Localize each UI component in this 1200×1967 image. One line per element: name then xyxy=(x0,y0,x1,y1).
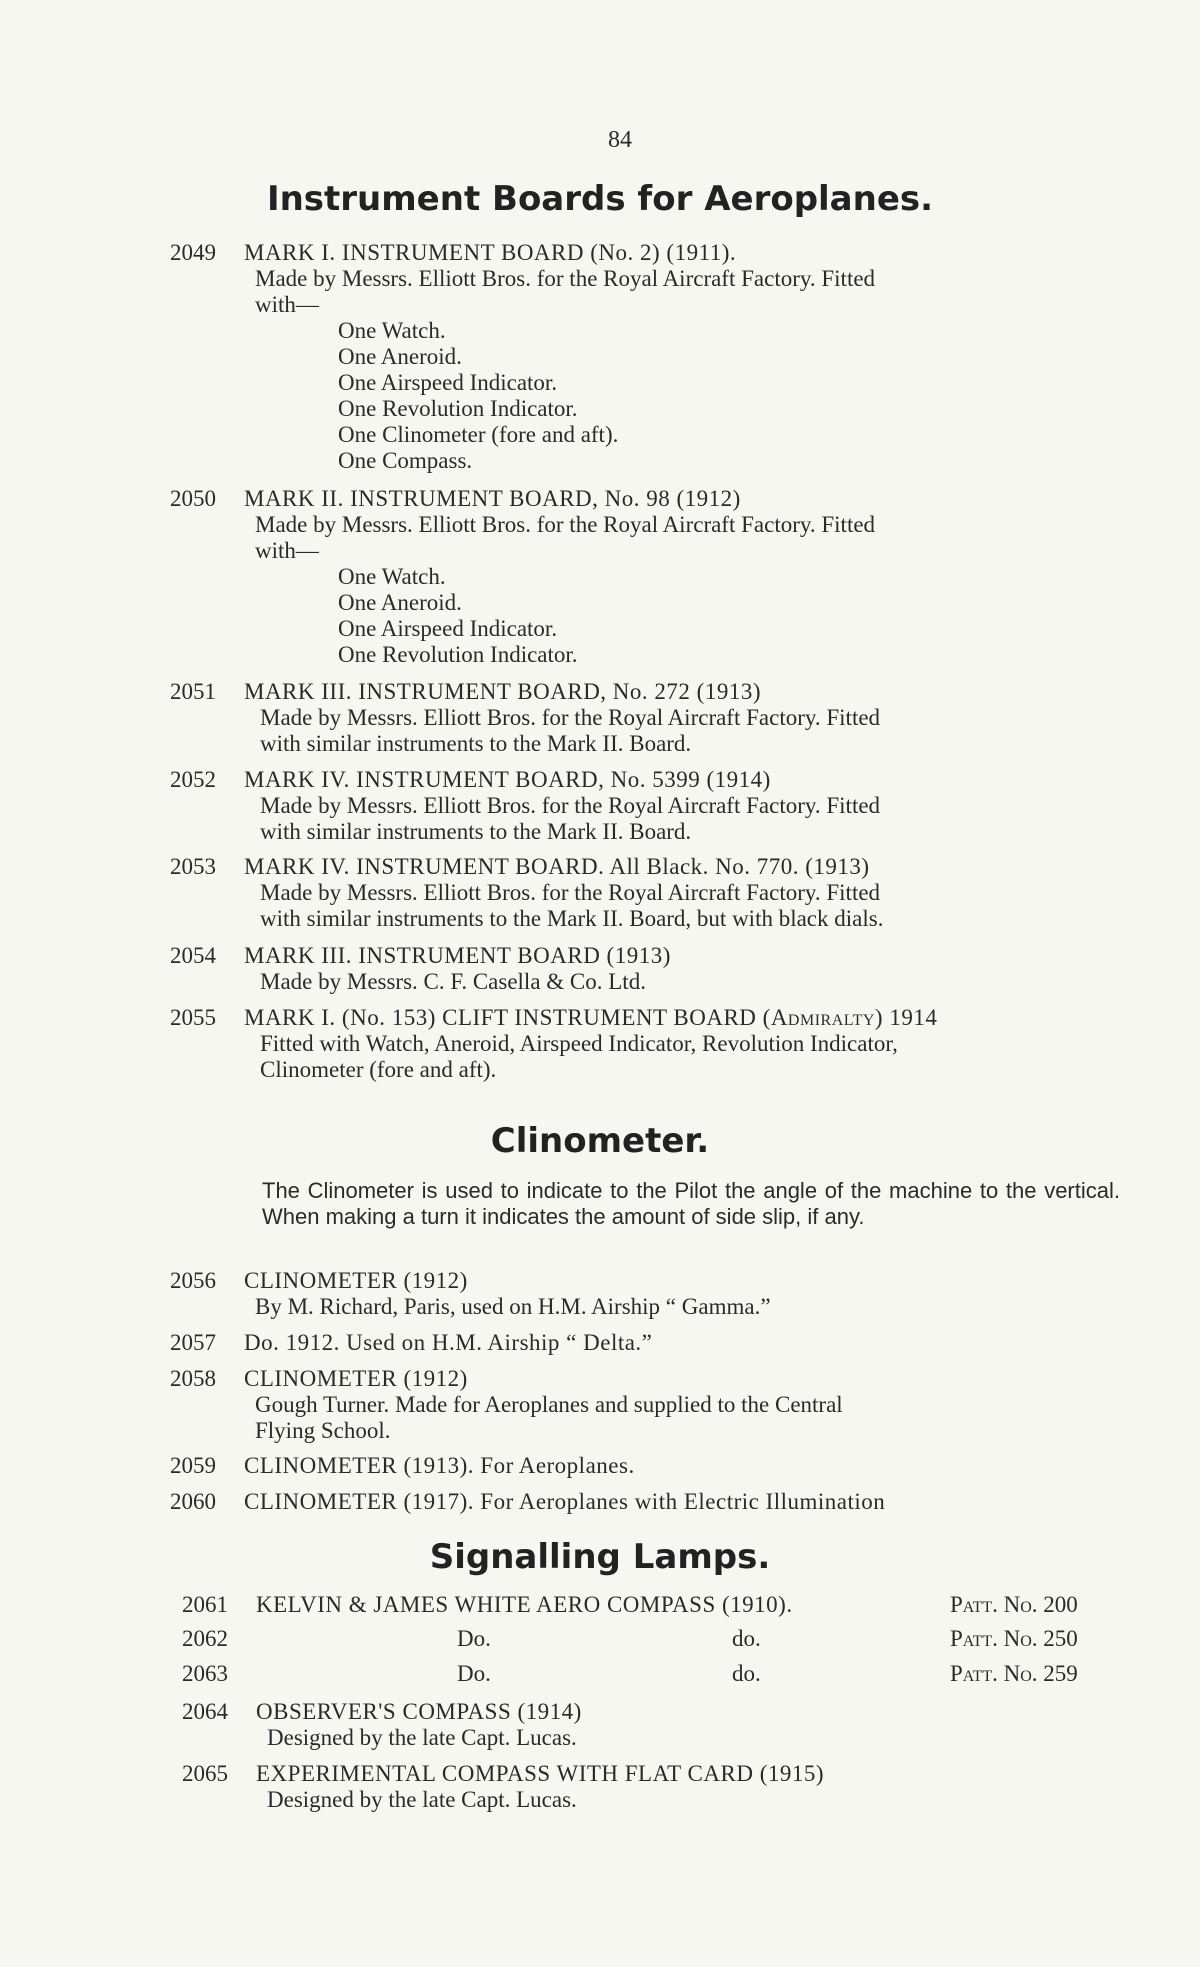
list-item: One Airspeed Indicator. xyxy=(338,616,558,641)
entry-2057 xyxy=(170,1330,1120,1356)
entry-number: 2056 xyxy=(170,1268,216,1293)
entry-description: Clinometer (fore and aft). xyxy=(260,1057,497,1082)
entry-number: 2064 xyxy=(182,1699,228,1724)
entry-2056 xyxy=(170,1268,1120,1320)
ditto-label: do. xyxy=(732,1661,761,1686)
list-item: One Revolution Indicator. xyxy=(338,396,578,421)
entry-number: 2059 xyxy=(170,1453,216,1478)
entry-heading: CLINOMETER (1912) xyxy=(244,1366,468,1391)
entry-number: 2063 xyxy=(182,1661,228,1686)
entry-description: Designed by the late Capt. Lucas. xyxy=(267,1787,577,1812)
entry-number: 2062 xyxy=(182,1626,228,1651)
list-item: One Compass. xyxy=(338,448,473,473)
entry-heading: MARK I. INSTRUMENT BOARD (No. 2) (1911). xyxy=(244,240,737,265)
item-list xyxy=(338,564,1120,668)
ditto-label: Do. xyxy=(457,1626,491,1651)
page-number: 84 xyxy=(608,127,632,153)
entry-2054 xyxy=(170,943,1120,995)
item-list xyxy=(338,318,1120,474)
entry-2053 xyxy=(170,854,1120,932)
list-item: One Airspeed Indicator. xyxy=(338,370,558,395)
entry-number: 2053 xyxy=(170,854,216,879)
entry-heading: CLINOMETER (1917). For Aeroplanes with Electric Illumination xyxy=(244,1489,886,1514)
entry-2065 xyxy=(182,1761,1132,1813)
entry-number: 2057 xyxy=(170,1330,216,1355)
entry-description: By M. Richard, Paris, used on H.M. Airship “ Gamma.” xyxy=(255,1294,771,1319)
entry-description: with— xyxy=(255,292,319,317)
pattern-number: Patt. No. 250 xyxy=(950,1626,1078,1651)
entry-heading-smallcaps: Admiralty xyxy=(770,1005,875,1030)
entry-heading: MARK II. INSTRUMENT BOARD, No. 98 (1912) xyxy=(244,486,741,511)
entry-number: 2049 xyxy=(170,240,216,265)
section-title-instrument-boards: Instrument Boards for Aeroplanes. xyxy=(266,179,934,219)
entry-2052 xyxy=(170,767,1120,845)
entry-number: 2052 xyxy=(170,767,216,792)
clinometer-intro: The Clinometer is used to indicate to the Pilot the angle of the machine to the vertical. When making a turn it indicates the amount of side slip, if any. xyxy=(262,1178,1120,1229)
entry-heading: MARK III. INSTRUMENT BOARD, No. 272 (1913) xyxy=(244,679,761,704)
pattern-number: Patt. No. 259 xyxy=(950,1661,1078,1686)
entry-2050 xyxy=(170,486,1120,668)
entry-heading-part: ) 1914 xyxy=(874,1005,938,1030)
entry-2049 xyxy=(170,240,1120,474)
list-item: One Aneroid. xyxy=(338,344,462,369)
entry-heading-part: MARK I. (No. 153) CLIFT INSTRUMENT BOARD ( xyxy=(244,1005,771,1030)
entry-description: Made by Messrs. Elliott Bros. for the Royal Aircraft Factory. Fitted xyxy=(255,512,876,537)
entry-description: Made by Messrs. Elliott Bros. for the Royal Aircraft Factory. Fitted xyxy=(255,266,876,291)
entry-heading: OBSERVER'S COMPASS (1914) xyxy=(256,1699,582,1724)
list-item: One Watch. xyxy=(338,564,446,589)
entry-description: Fitted with Watch, Aneroid, Airspeed Indicator, Revolution Indicator, xyxy=(260,1031,898,1056)
entry-number: 2061 xyxy=(182,1592,228,1617)
entry-description: with similar instruments to the Mark II. Board. xyxy=(260,731,692,756)
entry-description: with similar instruments to the Mark II. Board. xyxy=(260,819,692,844)
entry-heading: MARK IV. INSTRUMENT BOARD. All Black. No. 770. (1913) xyxy=(244,854,870,879)
entry-description: Gough Turner. Made for Aeroplanes and supplied to the Central xyxy=(255,1392,843,1417)
entry-2060 xyxy=(170,1489,1120,1515)
entry-number: 2065 xyxy=(182,1761,228,1786)
entry-heading xyxy=(244,1005,937,1030)
entry-description: Made by Messrs. Elliott Bros. for the Royal Aircraft Factory. Fitted xyxy=(260,705,881,730)
entry-heading: MARK IV. INSTRUMENT BOARD, No. 5399 (1914) xyxy=(244,767,771,792)
list-item: One Aneroid. xyxy=(338,590,462,615)
ditto-label: Do. xyxy=(457,1661,491,1686)
section-title-signalling-lamps: Signalling Lamps. xyxy=(429,1537,771,1577)
entry-description: with similar instruments to the Mark II. Board, but with black dials. xyxy=(260,906,884,931)
entry-number: 2055 xyxy=(170,1005,216,1030)
entry-description: Designed by the late Capt. Lucas. xyxy=(267,1725,577,1750)
entry-description: Made by Messrs. Elliott Bros. for the Royal Aircraft Factory. Fitted xyxy=(260,880,881,905)
entry-number: 2050 xyxy=(170,486,216,511)
section-title-clinometer: Clinometer. xyxy=(490,1121,710,1161)
entry-2051 xyxy=(170,679,1120,757)
entry-2058 xyxy=(170,1366,1120,1444)
entry-heading: CLINOMETER (1912) xyxy=(244,1268,468,1293)
entry-heading: EXPERIMENTAL COMPASS WITH FLAT CARD (1915) xyxy=(256,1761,825,1786)
list-item: One Revolution Indicator. xyxy=(338,642,578,667)
entry-heading: KELVIN & JAMES WHITE AERO COMPASS (1910). xyxy=(256,1592,793,1617)
entry-number: 2058 xyxy=(170,1366,216,1391)
pattern-number: Patt. No. 200 xyxy=(950,1592,1078,1617)
entry-2059 xyxy=(170,1453,1120,1479)
entry-description: Made by Messrs. Elliott Bros. for the Royal Aircraft Factory. Fitted xyxy=(260,793,881,818)
entry-2064 xyxy=(182,1699,1132,1751)
entry-description: with— xyxy=(255,538,319,563)
entry-heading: MARK III. INSTRUMENT BOARD (1913) xyxy=(244,943,671,968)
entry-number: 2060 xyxy=(170,1489,216,1514)
entry-heading: Do. 1912. Used on H.M. Airship “ Delta.” xyxy=(244,1330,653,1355)
entry-description: Made by Messrs. C. F. Casella & Co. Ltd. xyxy=(260,969,646,994)
entry-2061 xyxy=(182,1592,1132,1618)
entry-number: 2054 xyxy=(170,943,216,968)
list-item: One Watch. xyxy=(338,318,446,343)
entry-description: Flying School. xyxy=(255,1418,391,1443)
entry-number: 2051 xyxy=(170,679,216,704)
ditto-label: do. xyxy=(732,1626,761,1651)
entry-heading: CLINOMETER (1913). For Aeroplanes. xyxy=(244,1453,635,1478)
entry-2055 xyxy=(170,1005,1120,1083)
list-item: One Clinometer (fore and aft). xyxy=(338,422,619,447)
